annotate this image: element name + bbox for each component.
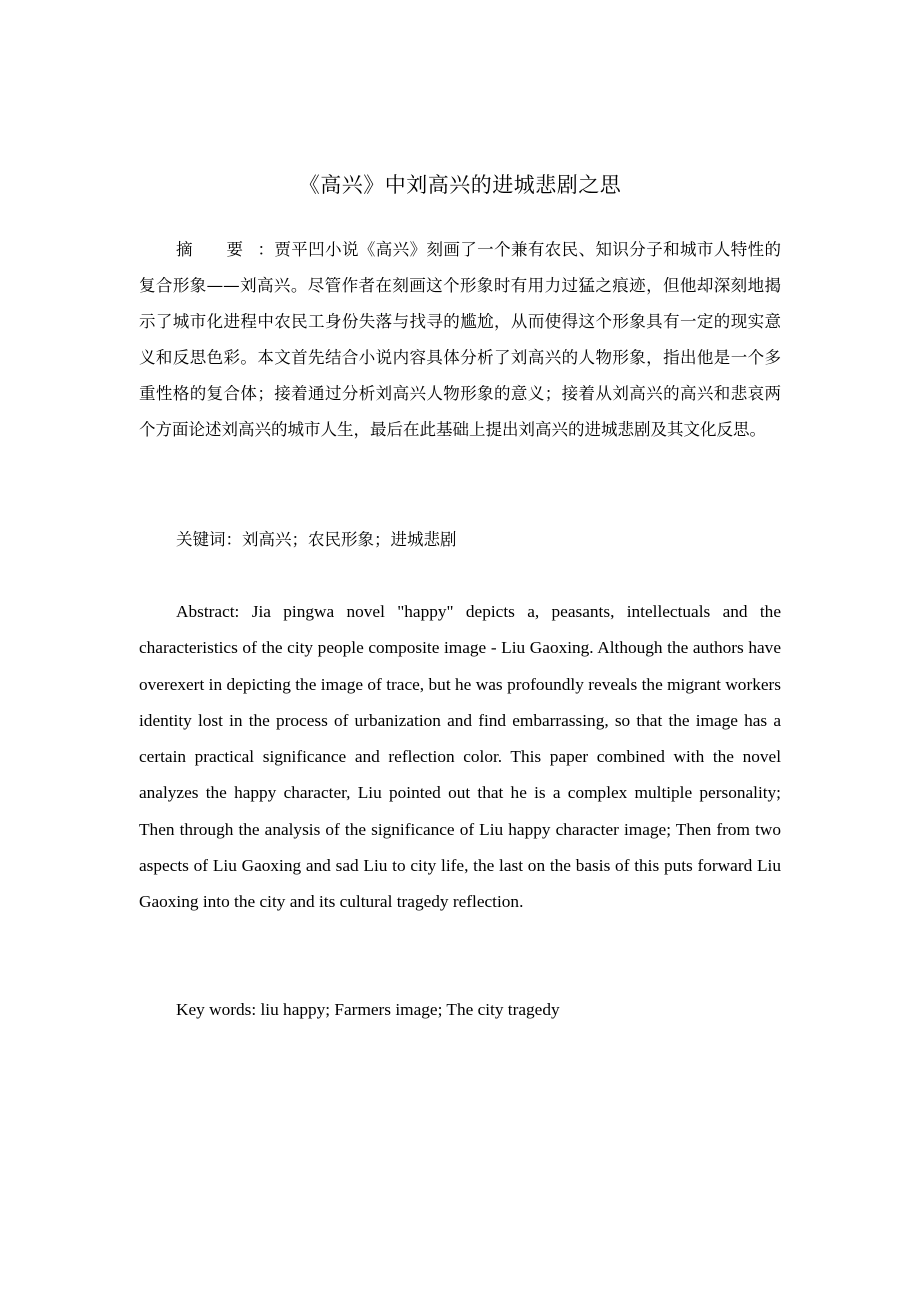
english-keywords-label: Key words: [176, 1000, 257, 1019]
english-abstract [139, 594, 781, 921]
chinese-abstract-label: 摘 要 [176, 240, 258, 259]
english-keywords [139, 992, 781, 1028]
chinese-keywords-text: 刘高兴；农民形象；进城悲剧 [242, 530, 457, 549]
english-abstract-text: Jia pingwa novel "happy" depicts a, peasants, intellectuals and the characteristics of the city people composite image - Liu Gaoxing. Although the authors have overexert in depicting the image of trace, but he was profoundly reveals the migrant workers identity lost in the process of urbanization and find embarrassing, so that the image has a certain practical significance and reflection color. This paper combined with the novel analyzes the happy character, Liu pointed out that he is a complex multiple personality; Then through the analysis of the significance of Liu happy character image; Then from two aspects of Liu Gaoxing and sad Liu to city life, the last on the basis of this puts forward Liu Gaoxing into the city and its cultural tragedy reflection. [139, 602, 781, 912]
chinese-keywords-label: 关键词： [176, 530, 242, 549]
english-abstract-label: Abstract: [176, 602, 240, 621]
document-title: 《高兴》中刘高兴的进城悲剧之思 [298, 173, 622, 197]
chinese-abstract [139, 232, 781, 448]
chinese-keywords [139, 522, 781, 558]
chinese-abstract-colon: ： [257, 240, 275, 259]
chinese-abstract-text: 贾平凹小说《高兴》刻画了一个兼有农民、知识分子和城市人特性的复合形象——刘高兴。尽管作者在刻画这个形象时有用力过猛之痕迹，但他却深刻地揭示了城市化进程中农民工身份失落与找寻的尴尬，从而使得这个形象具有一定的现实意义和反思色彩。本文首先结合小说内容具体分析了刘高兴的人物形象，指出他是一个多重性格的复合体；接着通过分析刘高兴人物形象的意义；接着从刘高兴的高兴和悲哀两个方面论述刘高兴的城市人生，最后在此基础上提出刘高兴的进城悲剧及其文化反思。 [139, 240, 782, 439]
english-keywords-text: liu happy; Farmers image; The city tragedy [260, 1000, 560, 1019]
